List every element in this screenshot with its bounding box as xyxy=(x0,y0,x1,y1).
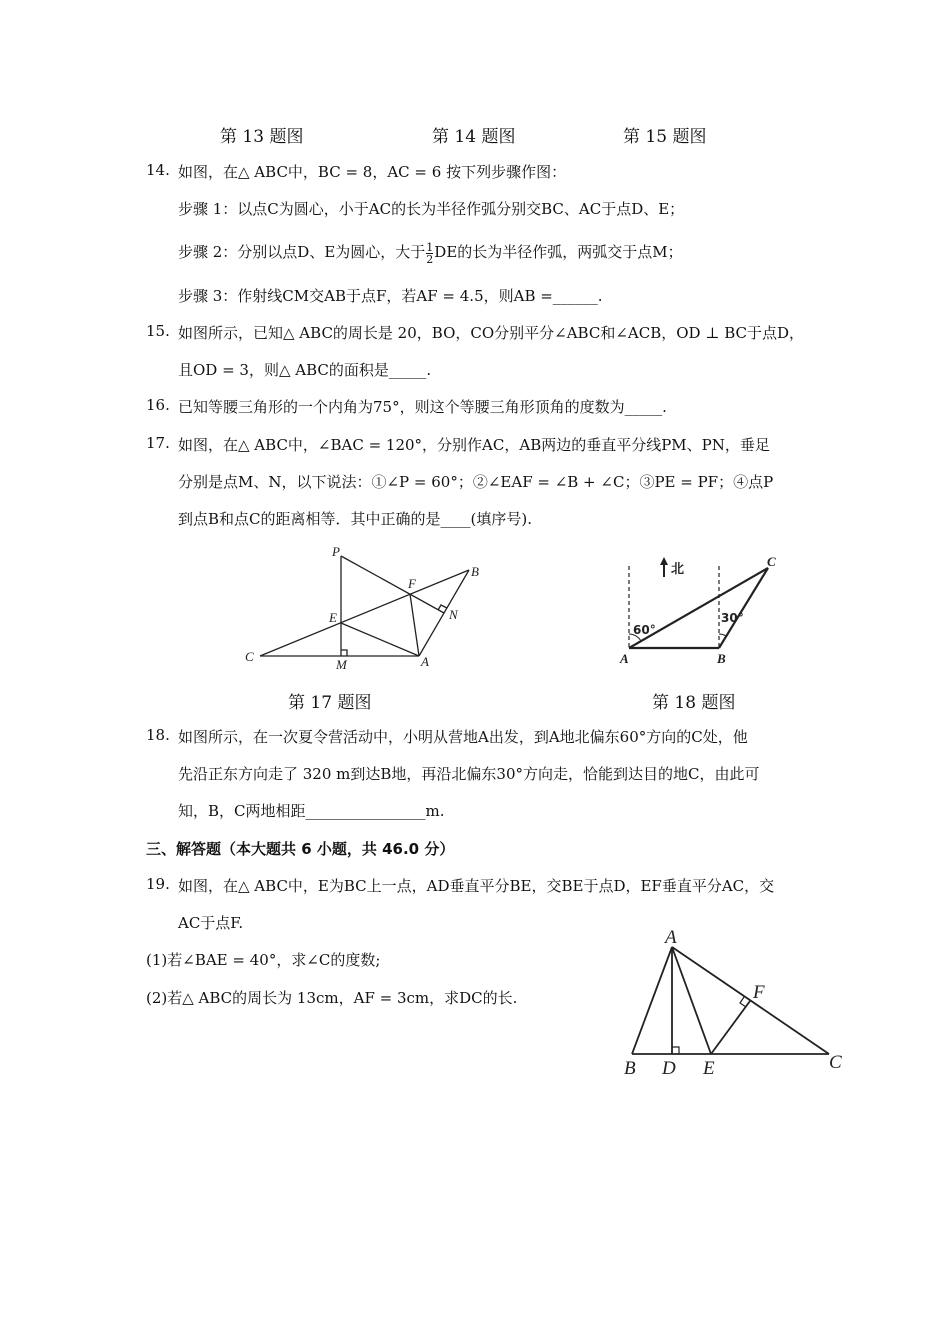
question-15-line2: 且OD = 3，则△ ABC的面积是_____. xyxy=(178,361,432,379)
label-B: B xyxy=(717,651,726,666)
question-16-number: 16. xyxy=(146,396,170,414)
question-14-step3: 步骤 3：作射线CM交AB于点F，若AF = 4.5，则AB =______. xyxy=(178,287,603,305)
figure-19 xyxy=(618,922,850,1082)
figure-18 xyxy=(612,548,792,673)
caption-fig18: 第 18 题图 xyxy=(652,693,736,713)
question-17-number: 17. xyxy=(146,434,170,452)
question-18-line2: 先沿正东方向走了 320 m到达B地，再沿北偏东30°方向走，恰能到达目的地C，由此可 xyxy=(178,765,760,783)
fraction-numerator: 1 xyxy=(426,240,434,254)
segment-FA xyxy=(410,594,419,656)
segment-BC xyxy=(719,568,768,648)
step2-text-a: 步骤 2：分别以点D、E为圆心，大于 xyxy=(178,243,426,261)
segment-AE xyxy=(672,947,711,1054)
question-14-line1: 如图，在△ ABC中，BC = 8，AC = 6 按下列步骤作图： xyxy=(178,163,567,181)
label-B: B xyxy=(471,564,479,579)
north-arrow-icon xyxy=(660,557,668,577)
caption-fig15: 第 15 题图 xyxy=(623,127,707,147)
label-angle-30: 30° xyxy=(721,611,744,625)
question-14-step2 xyxy=(178,241,683,265)
section-3-heading: 三、解答题（本大题共 6 小题，共 46.0 分） xyxy=(146,840,455,858)
caption-fig14: 第 14 题图 xyxy=(432,127,516,147)
label-angle-60: 60° xyxy=(633,623,656,637)
question-19-part2: (2)若△ ABC的周长为 13cm，AF = 3cm，求DC的长. xyxy=(146,989,518,1007)
question-19-line2: AC于点F. xyxy=(178,914,244,932)
angle-arc-30 xyxy=(719,634,726,636)
label-A: A xyxy=(620,651,629,666)
question-17-line2: 分别是点M、N，以下说法：①∠P = 60°；②∠EAF = ∠B + ∠C；③PE = PF；④点P xyxy=(178,473,774,491)
label-C: C xyxy=(829,1052,842,1073)
question-15-number: 15. xyxy=(146,322,170,340)
question-14-number: 14. xyxy=(146,161,170,179)
question-19-line1: 如图，在△ ABC中，E为BC上一点，AD垂直平分BE，交BE于点D，EF垂直平分AC，交 xyxy=(178,877,775,895)
caption-fig17: 第 17 题图 xyxy=(288,693,372,713)
label-F: F xyxy=(753,982,765,1003)
label-north: 北 xyxy=(671,562,685,577)
step2-text-b: DE的长为半径作弧，两弧交于点M； xyxy=(434,243,683,261)
label-E: E xyxy=(329,610,337,625)
label-M: M xyxy=(336,657,347,672)
question-17-line1: 如图，在△ ABC中，∠BAC = 120°，分别作AC，AB两边的垂直平分线PM、PN，垂足 xyxy=(178,436,770,454)
right-angle-M xyxy=(341,650,347,656)
label-F: F xyxy=(408,576,416,591)
segment-AC xyxy=(672,947,829,1054)
segment-PN xyxy=(341,556,444,613)
question-17-line3: 到点B和点C的距离相等．其中正确的是____(填序号). xyxy=(178,510,532,528)
right-angle-F xyxy=(740,997,746,1007)
question-14-step1: 步骤 1：以点C为圆心，小于AC的长为半径作弧分别交BC、AC于点D、E； xyxy=(178,200,685,218)
segment-CB xyxy=(260,570,469,656)
fraction-half xyxy=(426,242,433,265)
label-A: A xyxy=(421,654,429,669)
segment-EF xyxy=(711,1001,750,1054)
label-C: C xyxy=(245,649,254,664)
right-angle-D xyxy=(672,1047,679,1054)
figure-17 xyxy=(236,540,496,675)
label-N: N xyxy=(449,607,458,622)
question-18-line3: 知，B，C两地相距________________m. xyxy=(178,802,445,820)
question-19-part1: (1)若∠BAE = 40°，求∠C的度数; xyxy=(146,951,381,969)
label-D: D xyxy=(662,1058,676,1079)
label-P: P xyxy=(332,544,340,559)
question-18-number: 18. xyxy=(146,726,170,744)
label-A: A xyxy=(665,927,677,948)
question-15-line1: 如图所示，已知△ ABC的周长是 20，BO，CO分别平分∠ABC和∠ACB，OD ⊥ BC于点D， xyxy=(178,324,804,342)
label-E: E xyxy=(703,1058,715,1079)
caption-fig13: 第 13 题图 xyxy=(220,127,304,147)
question-19-number: 19. xyxy=(146,875,170,893)
label-B: B xyxy=(624,1058,636,1079)
label-C: C xyxy=(767,554,776,569)
segment-EA xyxy=(341,623,419,656)
segment-AB xyxy=(632,947,672,1054)
question-18-line1: 如图所示，在一次夏令营活动中，小明从营地A出发，到A地北偏东60°方向的C处，他 xyxy=(178,728,748,746)
fraction-denominator: 2 xyxy=(426,252,434,266)
question-16-line1: 已知等腰三角形的一个内角为75°，则这个等腰三角形顶角的度数为_____. xyxy=(178,398,667,416)
